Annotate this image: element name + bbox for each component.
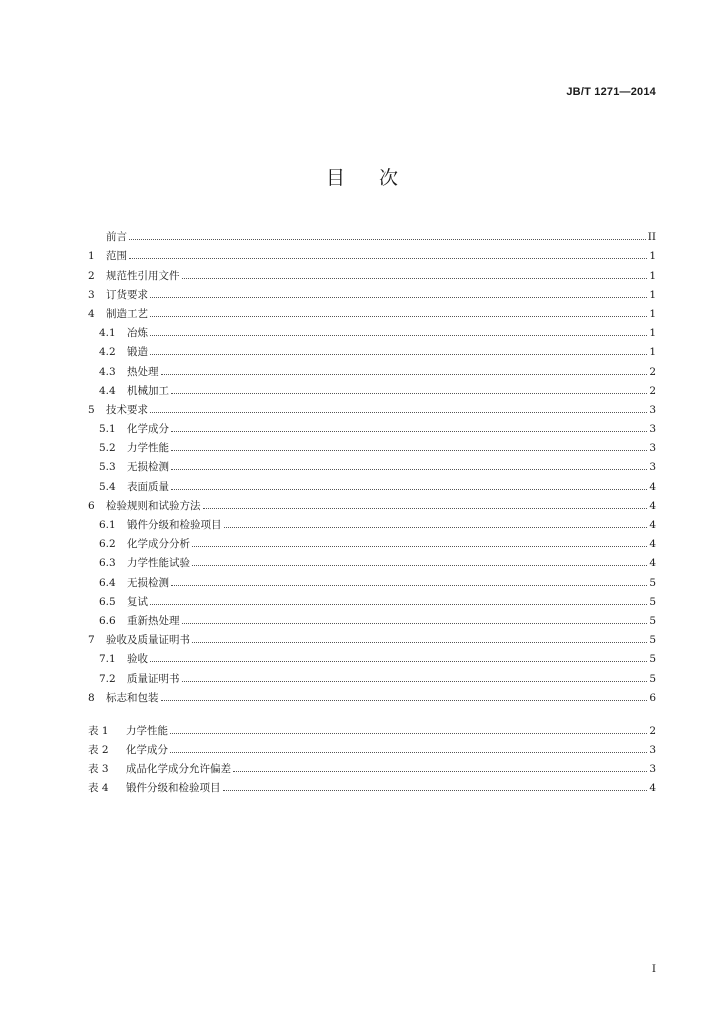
toc-entry-title: 质量证明书: [127, 672, 180, 685]
toc-entry-title: 化学成分: [126, 744, 168, 757]
dot-leader: [192, 641, 647, 643]
toc-entry-page: II: [647, 231, 656, 244]
toc-entry-number: 7: [88, 634, 95, 647]
dot-leader: [182, 680, 648, 682]
dot-leader: [171, 449, 647, 451]
toc-entry[interactable]: [88, 301, 656, 320]
toc-entry-page: 3: [649, 442, 656, 455]
dot-leader: [150, 296, 647, 298]
toc-entry[interactable]: [88, 589, 656, 608]
toc-entry[interactable]: [88, 358, 656, 377]
toc-entry-title: 冶炼: [127, 327, 148, 340]
dot-leader: [150, 660, 647, 662]
toc-entry[interactable]: [88, 262, 656, 281]
table-list-entry[interactable]: [88, 737, 656, 756]
dot-leader: [129, 257, 647, 259]
dot-leader: [192, 545, 647, 547]
toc-entry-title: 验收: [127, 653, 148, 666]
table-list: [88, 718, 656, 795]
toc-entry-title: 制造工艺: [106, 307, 148, 320]
toc-entry-number: 4: [88, 307, 95, 320]
toc-entry-number: 1: [88, 250, 95, 263]
dot-leader: [170, 751, 647, 753]
dot-leader: [182, 277, 648, 279]
toc-entry-page: 1: [649, 307, 656, 320]
toc-entry-number: 7.1: [99, 653, 116, 666]
toc-entry-number: 6: [88, 499, 95, 512]
toc-entry-number: 6.2: [99, 538, 116, 551]
toc-entry-title: 热处理: [127, 365, 159, 378]
toc-spacer: [88, 704, 656, 718]
toc-entry-title: 锻造: [127, 346, 148, 359]
page-number: I: [651, 963, 656, 975]
toc-entry-title: 力学性能: [127, 442, 169, 455]
toc-entry-page: 2: [649, 384, 656, 397]
toc-entry-page: 4: [649, 519, 656, 531]
table-of-contents: [88, 224, 656, 794]
toc-entry-number: 4.2: [99, 346, 116, 359]
toc-entry-page: 5: [649, 653, 656, 666]
table-list-entry[interactable]: [88, 775, 656, 794]
dot-leader: [182, 622, 648, 624]
toc-entry-number: 8: [88, 691, 95, 704]
toc-entry-page: 1: [649, 250, 656, 263]
toc-entry-title: 前言: [106, 231, 127, 244]
toc-entry-page: 3: [649, 461, 656, 474]
toc-entry-page: 6: [649, 691, 656, 704]
toc-entry-number: 表 1: [88, 724, 109, 737]
toc-entry-number: 5: [88, 403, 95, 416]
toc-entry-title: 成品化学成分允许偏差: [126, 763, 231, 776]
toc-entry[interactable]: [88, 665, 656, 684]
toc-entry[interactable]: [88, 454, 656, 473]
toc-entry-title: 订货要求: [106, 288, 148, 301]
dot-leader: [171, 430, 647, 432]
toc-entry[interactable]: [88, 685, 656, 704]
toc-entry-page: 1: [649, 269, 656, 282]
toc-entry[interactable]: [88, 339, 656, 358]
toc-entry-title: 化学成分: [127, 423, 169, 436]
toc-entry-page: 3: [649, 744, 656, 757]
toc-entry-title: 标志和包装: [106, 691, 159, 704]
dot-leader: [171, 468, 647, 470]
toc-entry-number: 表 3: [88, 763, 109, 776]
toc-entry[interactable]: [88, 224, 656, 243]
toc-entry-title: 锻件分级和检验项目: [126, 782, 221, 795]
toc-entry[interactable]: [88, 397, 656, 416]
toc-entry-number: 4.3: [99, 365, 116, 378]
dot-leader: [150, 353, 647, 355]
dot-leader: [150, 315, 647, 317]
toc-entry-number: 5.2: [99, 442, 116, 455]
toc-entry-page: 2: [649, 365, 656, 378]
toc-entry[interactable]: [88, 416, 656, 435]
toc-entry-number: 5.3: [99, 461, 116, 474]
standard-code: JB/T 1271—2014: [566, 86, 656, 98]
dot-leader: [129, 238, 646, 240]
toc-entry-page: 5: [649, 614, 656, 627]
toc-entries: [88, 224, 656, 704]
toc-entry[interactable]: [88, 646, 656, 665]
toc-entry-page: 1: [649, 288, 656, 301]
dot-leader: [192, 564, 647, 566]
toc-entry-title: 机械加工: [127, 384, 169, 397]
page-title: 目次: [325, 167, 432, 189]
toc-entry-number: 4.1: [99, 327, 116, 340]
toc-entry-title: 锻件分级和检验项目: [127, 519, 222, 531]
toc-entry-title: 表面质量: [127, 480, 169, 493]
toc-entry-title: 力学性能试验: [127, 557, 190, 570]
toc-entry-number: 6.3: [99, 557, 116, 570]
dot-leader: [223, 789, 648, 791]
toc-entry-number: 6.5: [99, 595, 116, 608]
toc-entry-page: 5: [649, 576, 656, 589]
dot-leader: [150, 411, 647, 413]
toc-entry-page: 4: [649, 557, 656, 570]
dot-leader: [171, 488, 647, 490]
dot-leader: [170, 732, 647, 734]
dot-leader: [161, 373, 648, 375]
dot-leader: [150, 603, 647, 605]
toc-entry[interactable]: [88, 531, 656, 550]
toc-entry-title: 无损检测: [127, 461, 169, 474]
toc-entry-page: 4: [649, 782, 656, 795]
toc-entry-page: 4: [649, 480, 656, 493]
toc-entry-page: 4: [649, 538, 656, 551]
toc-entry-number: 4.4: [99, 384, 116, 397]
dot-leader: [150, 334, 647, 336]
toc-entry-page: 1: [649, 346, 656, 359]
toc-entry[interactable]: [88, 243, 656, 262]
toc-entry[interactable]: [88, 569, 656, 588]
toc-entry-page: 5: [649, 634, 656, 647]
toc-entry-page: 2: [649, 724, 656, 737]
toc-entry[interactable]: [88, 378, 656, 397]
dot-leader: [171, 584, 647, 586]
toc-entry-number: 表 2: [88, 744, 109, 757]
dot-leader: [233, 770, 647, 772]
toc-entry-number: 6.4: [99, 576, 116, 589]
toc-entry[interactable]: [88, 320, 656, 339]
toc-entry[interactable]: [88, 608, 656, 627]
table-list-entry[interactable]: [88, 718, 656, 737]
toc-entry-page: 3: [649, 403, 656, 416]
toc-entry-title: 复试: [127, 595, 148, 608]
toc-entry-page: 5: [649, 595, 656, 608]
toc-entry[interactable]: [88, 473, 656, 492]
toc-entry-title: 无损检测: [127, 576, 169, 589]
toc-entry-title: 化学成分分析: [127, 538, 190, 551]
dot-leader: [161, 699, 648, 701]
toc-entry-page: 3: [649, 763, 656, 776]
toc-entry-number: 6.6: [99, 614, 116, 627]
toc-entry-page: 5: [649, 672, 656, 685]
toc-entry-page: 1: [649, 327, 656, 340]
dot-leader: [203, 507, 648, 509]
toc-entry-title: 力学性能: [126, 724, 168, 737]
toc-entry-number: 5.4: [99, 480, 116, 493]
toc-entry[interactable]: [88, 282, 656, 301]
toc-entry-page: 3: [649, 423, 656, 436]
toc-entry-number: 2: [88, 269, 95, 282]
toc-entry[interactable]: [88, 512, 656, 531]
toc-entry-title: 范围: [106, 250, 127, 263]
toc-entry-number: 7.2: [99, 672, 116, 685]
toc-entry-number: 表 4: [88, 782, 109, 795]
table-list-entry[interactable]: [88, 756, 656, 775]
toc-entry-title: 验收及质量证明书: [106, 634, 190, 647]
toc-entry-title: 规范性引用文件: [106, 269, 180, 282]
toc-entry[interactable]: [88, 493, 656, 512]
toc-entry[interactable]: [88, 627, 656, 646]
toc-entry-title: 重新热处理: [127, 614, 180, 627]
toc-entry-title: 检验规则和试验方法: [106, 499, 201, 512]
toc-entry-number: 6.1: [99, 519, 116, 531]
toc-entry[interactable]: [88, 435, 656, 454]
dot-leader: [171, 392, 647, 394]
toc-entry-number: 5.1: [99, 423, 116, 436]
toc-entry-number: 3: [88, 288, 95, 301]
dot-leader: [224, 526, 648, 528]
toc-entry-title: 技术要求: [106, 403, 148, 416]
toc-entry[interactable]: [88, 550, 656, 569]
toc-entry-page: 4: [649, 499, 656, 512]
